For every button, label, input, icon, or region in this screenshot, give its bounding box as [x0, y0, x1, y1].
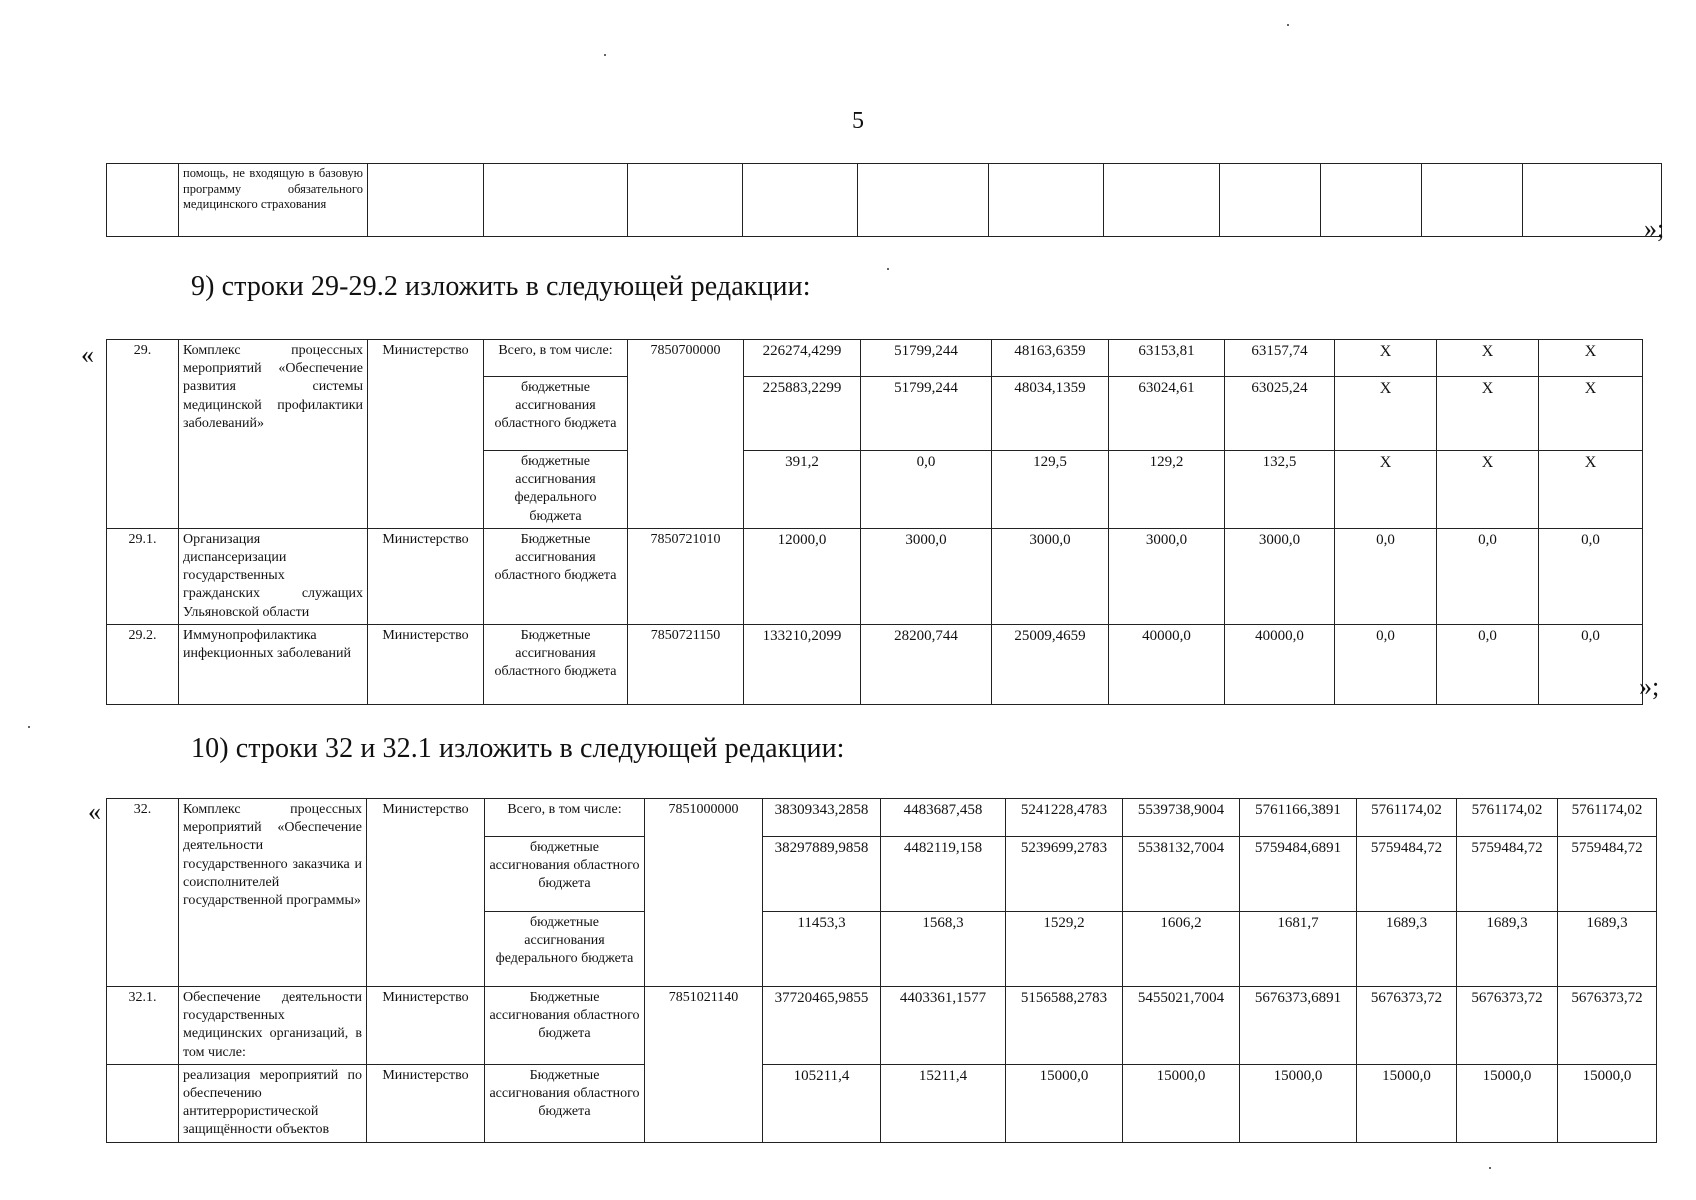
value-cell: 1568,3	[881, 912, 1006, 987]
value-cell: 38309343,2858	[763, 799, 881, 837]
value-cell: 51799,244	[861, 377, 992, 451]
source-federal: бюджетные ассигнования федерального бюджета	[485, 912, 645, 987]
value-cell: Х	[1335, 451, 1437, 529]
value-cell: 0,0	[1437, 528, 1539, 624]
value-cell: Х	[1437, 340, 1539, 377]
row-number: 32.	[107, 799, 179, 987]
row-executor: Министерство	[367, 1064, 485, 1142]
value-cell: 129,2	[1109, 451, 1225, 529]
row-name: Комплекс процессных мероприятий «Обеспечение деятельности государственного заказчика и соисполнителей государственной программы»	[179, 799, 367, 987]
value-cell: 15000,0	[1558, 1064, 1657, 1142]
value-cell: 1529,2	[1006, 912, 1123, 987]
budget-code: 7850721010	[628, 528, 744, 624]
value-cell: 5676373,72	[1558, 987, 1657, 1065]
value-cell: 5759484,72	[1558, 837, 1657, 912]
value-cell: 0,0	[861, 451, 992, 529]
value-cell: Х	[1335, 377, 1437, 451]
value-cell: 129,5	[992, 451, 1109, 529]
table-rows-29	[106, 339, 1643, 705]
value-cell: 40000,0	[1225, 624, 1335, 704]
row-description: помощь, не входящую в базовую программу обязательного медицинского страхования	[179, 164, 368, 237]
value-cell: 11453,3	[763, 912, 881, 987]
row-executor: Министерство	[367, 987, 485, 1065]
value-cell: Х	[1539, 340, 1643, 377]
budget-code: 7851000000	[645, 799, 763, 987]
row-name: Организация диспансеризации государственных гражданских служащих Ульяновской области	[179, 528, 368, 624]
value-cell: 1689,3	[1558, 912, 1657, 987]
closing-quote: »;	[1644, 214, 1665, 243]
value-cell: 132,5	[1225, 451, 1335, 529]
scan-speck	[604, 54, 606, 56]
value-cell: 51799,244	[861, 340, 992, 377]
value-cell: 4403361,1577	[881, 987, 1006, 1065]
value-cell: 63025,24	[1225, 377, 1335, 451]
value-cell: 5241228,4783	[1006, 799, 1123, 837]
value-cell: 48163,6359	[992, 340, 1109, 377]
value-cell: 28200,744	[861, 624, 992, 704]
value-cell: 37720465,9855	[763, 987, 881, 1065]
value-cell: 25009,4659	[992, 624, 1109, 704]
source-regional: бюджетные ассигнования областного бюджета	[484, 377, 628, 451]
value-cell: 0,0	[1335, 624, 1437, 704]
row-number: 32.1.	[107, 987, 179, 1065]
row-executor: Министерство	[367, 799, 485, 987]
value-cell: 3000,0	[1225, 528, 1335, 624]
value-cell: 225883,2299	[744, 377, 861, 451]
value-cell: 133210,2099	[744, 624, 861, 704]
row-executor: Министерство	[368, 624, 484, 704]
value-cell: 15211,4	[881, 1064, 1006, 1142]
value-cell: 15000,0	[1240, 1064, 1357, 1142]
value-cell: 5239699,2783	[1006, 837, 1123, 912]
row-name: реализация мероприятий по обеспечению антитеррористической защищённости объектов	[179, 1064, 367, 1142]
value-cell: 1606,2	[1123, 912, 1240, 987]
scan-speck	[1287, 24, 1289, 26]
value-cell: 1681,7	[1240, 912, 1357, 987]
value-cell: 63024,61	[1109, 377, 1225, 451]
value-cell: 391,2	[744, 451, 861, 529]
value-cell: Х	[1335, 340, 1437, 377]
value-cell: 5759484,72	[1357, 837, 1457, 912]
section-heading-10: 10) строки 32 и 32.1 изложить в следующей редакции:	[191, 733, 845, 764]
row-executor: Министерство	[368, 340, 484, 529]
value-cell: 5676373,72	[1357, 987, 1457, 1065]
value-cell: 0,0	[1539, 528, 1643, 624]
section-heading-9: 9) строки 29-29.2 изложить в следующей редакции:	[191, 271, 811, 302]
value-cell: 63153,81	[1109, 340, 1225, 377]
budget-code: 7851021140	[645, 987, 763, 1143]
value-cell: 1689,3	[1357, 912, 1457, 987]
value-cell: 4483687,458	[881, 799, 1006, 837]
value-cell: 0,0	[1335, 528, 1437, 624]
value-cell: 5676373,72	[1457, 987, 1558, 1065]
row-number: 29.1.	[107, 528, 179, 624]
scan-speck	[887, 268, 889, 270]
value-cell: 5156588,2783	[1006, 987, 1123, 1065]
value-cell: 226274,4299	[744, 340, 861, 377]
value-cell: 15000,0	[1457, 1064, 1558, 1142]
value-cell: 38297889,9858	[763, 837, 881, 912]
source-regional: бюджетные ассигнования областного бюджета	[485, 837, 645, 912]
value-cell: 3000,0	[1109, 528, 1225, 624]
value-cell: Х	[1539, 377, 1643, 451]
source-total: Всего, в том числе:	[485, 799, 645, 837]
value-cell: 5676373,6891	[1240, 987, 1357, 1065]
value-cell: 5455021,7004	[1123, 987, 1240, 1065]
value-cell: 40000,0	[1109, 624, 1225, 704]
value-cell: 5759484,72	[1457, 837, 1558, 912]
row-name: Комплекс процессных мероприятий «Обеспечение развития системы медицинской профилактики заболеваний»	[179, 340, 368, 529]
value-cell: 12000,0	[744, 528, 861, 624]
source-total: Всего, в том числе:	[484, 340, 628, 377]
table-cell	[107, 164, 179, 237]
scan-speck	[1489, 1167, 1491, 1169]
value-cell: 5761174,02	[1558, 799, 1657, 837]
value-cell: 4482119,158	[881, 837, 1006, 912]
source-federal: бюджетные ассигнования федерального бюджета	[484, 451, 628, 529]
value-cell: 5759484,6891	[1240, 837, 1357, 912]
value-cell: 48034,1359	[992, 377, 1109, 451]
value-cell: 5539738,9004	[1123, 799, 1240, 837]
value-cell: Х	[1437, 377, 1539, 451]
value-cell: 105211,4	[763, 1064, 881, 1142]
table-rows-32	[106, 798, 1657, 1143]
row-number: 29.2.	[107, 624, 179, 704]
value-cell: 15000,0	[1006, 1064, 1123, 1142]
opening-quote: «	[88, 797, 101, 826]
budget-code: 7850700000	[628, 340, 744, 529]
value-cell: 5761174,02	[1457, 799, 1558, 837]
opening-quote: «	[81, 340, 94, 369]
value-cell: Х	[1539, 451, 1643, 529]
value-cell: 63157,74	[1225, 340, 1335, 377]
value-cell: 0,0	[1437, 624, 1539, 704]
table-continuation	[106, 163, 1662, 237]
value-cell: 5761166,3891	[1240, 799, 1357, 837]
value-cell: 15000,0	[1357, 1064, 1457, 1142]
value-cell: 0,0	[1539, 624, 1643, 704]
page-number: 5	[852, 108, 864, 134]
row-name: Иммунопрофилактика инфекционных заболеваний	[179, 624, 368, 704]
row-number: 29.	[107, 340, 179, 529]
value-cell: 3000,0	[992, 528, 1109, 624]
value-cell: Х	[1437, 451, 1539, 529]
source-regional: Бюджетные ассигнования областного бюджета	[485, 1064, 645, 1142]
source-regional: Бюджетные ассигнования областного бюджета	[485, 987, 645, 1065]
row-name: Обеспечение деятельности государственных медицинских организаций, в том числе:	[179, 987, 367, 1065]
budget-code: 7850721150	[628, 624, 744, 704]
scan-speck	[28, 726, 30, 728]
value-cell: 15000,0	[1123, 1064, 1240, 1142]
value-cell: 1689,3	[1457, 912, 1558, 987]
closing-quote: »;	[1639, 672, 1660, 701]
table-cell	[107, 1064, 179, 1142]
row-executor: Министерство	[368, 528, 484, 624]
source-regional: Бюджетные ассигнования областного бюджета	[484, 528, 628, 624]
source-regional: Бюджетные ассигнования областного бюджета	[484, 624, 628, 704]
value-cell: 3000,0	[861, 528, 992, 624]
value-cell: 5538132,7004	[1123, 837, 1240, 912]
value-cell: 5761174,02	[1357, 799, 1457, 837]
